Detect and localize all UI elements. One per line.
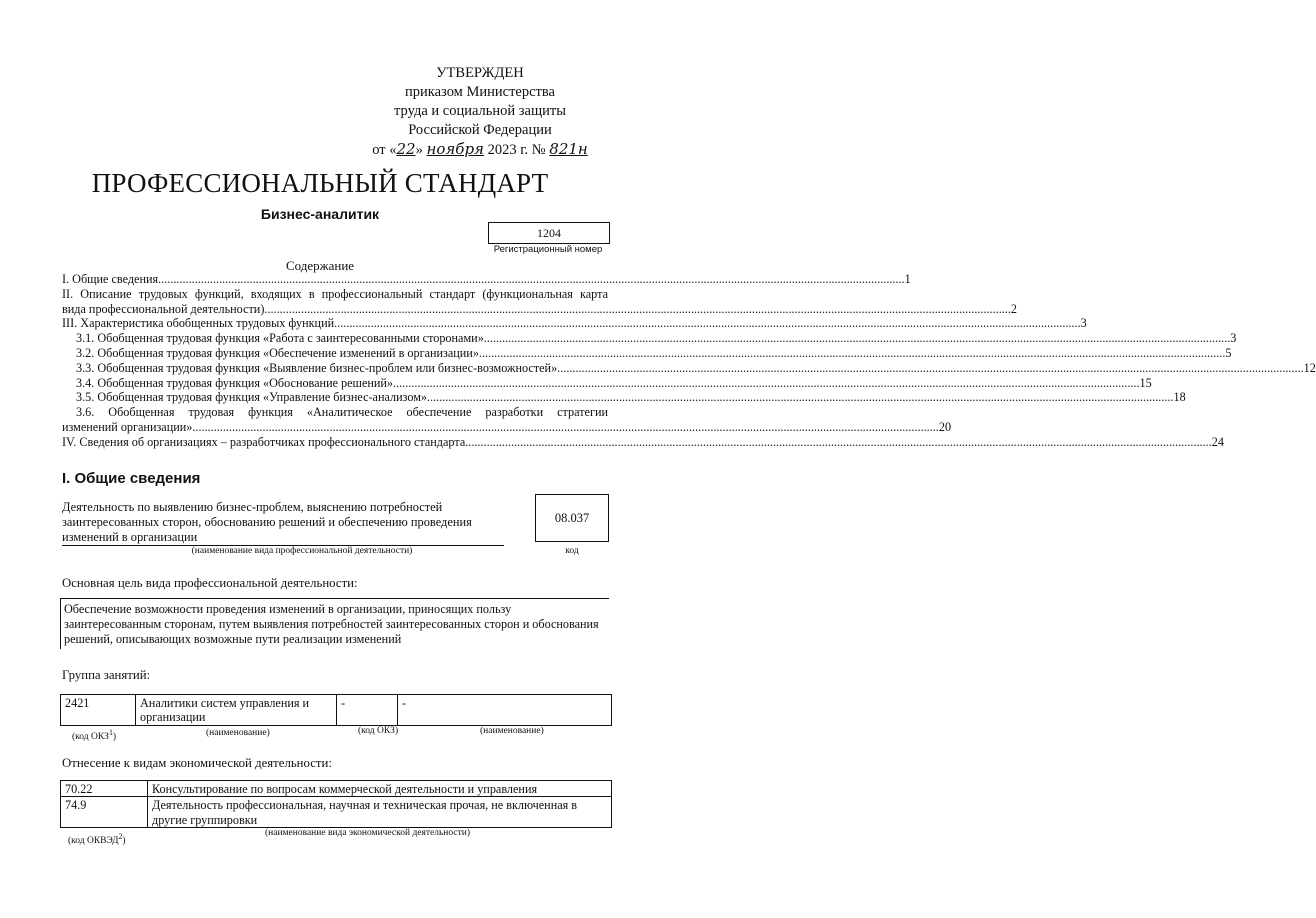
toc-item-page: 24 — [1211, 434, 1224, 449]
goal-text: Обеспечение возможности проведения изменений в организации, приносящих пользу заинтересованным сторонам, путем выявления потребностей заинтересованных сторон и обоснования решений, описывающих возможные пути реализации изменений — [64, 602, 599, 647]
toc-item[interactable] — [62, 434, 1224, 450]
okved-caption-2: (наименование вида экономической деятельности) — [265, 828, 470, 838]
approval-block — [360, 64, 600, 160]
group-label: Группа занятий: — [62, 668, 151, 682]
registration-number-caption: Регистрационный номер — [493, 244, 603, 255]
okved-caption-1: (код ОКВЭД$^2$) — [68, 832, 126, 847]
table-row — [61, 695, 612, 726]
toc-item[interactable] — [62, 345, 1232, 361]
activity-code-box: 08.037 — [535, 494, 609, 542]
toc-item-page: 1 — [904, 272, 911, 286]
okz-name2-cell: - — [398, 695, 612, 726]
toc-item-text: 3.5. Обобщенная трудовая функция «Управление бизнес-анализом» — [76, 390, 428, 405]
table-row — [61, 781, 612, 797]
toc-item-text: изменений организации» — [62, 419, 193, 434]
toc-item-wrap[interactable]: 3.6. Обобщенная трудовая функция «Аналитическое обеспечение разработки стратегии — [76, 405, 608, 420]
order-number: 821н — [549, 140, 588, 158]
toc-item-text: 3.4. Обобщенная трудовая функция «Обоснование решений» — [76, 375, 394, 390]
toc-item-page: 18 — [1173, 390, 1186, 405]
group-caption-4: (наименование) — [480, 726, 544, 736]
okved-table — [60, 780, 612, 828]
document-subtitle: Бизнес-аналитик — [260, 206, 380, 222]
toc-item-page: 15 — [1139, 375, 1152, 390]
toc-item[interactable] — [62, 360, 1316, 376]
date-prefix: от « — [372, 142, 397, 158]
date-mid: » — [415, 142, 427, 158]
toc-item-text: 3.1. Обобщенная трудовая функция «Работа с заинтересованными сторонами» — [76, 331, 484, 346]
approval-line-1: УТВЕРЖДЕН — [436, 65, 524, 81]
group-caption-1: (код ОКЗ$^1$) — [72, 728, 117, 743]
toc-item-page: 2 — [1010, 301, 1017, 316]
toc-item[interactable] — [62, 316, 1087, 331]
section-title: I. Общие сведения — [62, 470, 201, 487]
date-day: 22 — [396, 140, 416, 158]
toc-item-text: I. Общие сведения — [62, 272, 159, 286]
toc-item-text: вида профессиональной деятельности) — [62, 301, 265, 316]
toc-item[interactable] — [62, 301, 1017, 317]
toc-item-page: 5 — [1225, 345, 1232, 360]
date-month: ноября — [426, 140, 484, 158]
okz-code-cell: 2421 — [61, 695, 136, 726]
document-title: ПРОФЕССИОНАЛЬНЫЙ СТАНДАРТ — [91, 168, 549, 198]
okved-code-cell: 74.9 — [61, 797, 148, 828]
toc-item-text: III. Характеристика обобщенных трудовых функций — [62, 316, 335, 331]
toc-item-text: 3.2. Обобщенная трудовая функция «Обеспечение изменений в организации» — [76, 345, 479, 360]
approval-line-4: Российской Федерации — [408, 122, 552, 138]
toc-item-wrap[interactable]: II. Описание трудовых функций, входящих в профессиональный стандарт (функциональная карта — [62, 286, 608, 301]
activity-name: Деятельность по выявлению бизнес-проблем, выяснению потребностей заинтересованных сторон, обоснованию решений и обеспечению проведения изменений в организации — [62, 500, 472, 545]
okz-name-cell: Аналитики систем управления и организации — [136, 695, 337, 726]
table-row — [61, 797, 612, 828]
toc-item-text: IV. Сведения об организациях – разработчиках профессионального стандарта — [62, 434, 466, 449]
registration-number-box: 1204 — [488, 222, 610, 244]
group-caption-2: (наименование) — [206, 728, 270, 738]
goal-label: Основная цель вида профессиональной деятельности: — [62, 576, 358, 590]
okved-name-cell: Консультирование по вопросам коммерческой деятельности и управления — [148, 781, 612, 797]
toc-item-page: 12 — [1303, 360, 1316, 375]
toc-heading: Содержание — [285, 258, 355, 273]
toc-item-page: 3 — [1080, 316, 1087, 331]
approval-line-2: приказом Министерства — [405, 84, 555, 100]
group-table — [60, 694, 612, 726]
group-caption-3: (код ОКЗ) — [358, 726, 399, 736]
okved-name-cell: Деятельность профессиональная, научная и техническая прочая, не включенная в другие группировки — [148, 797, 612, 828]
toc-item[interactable] — [62, 375, 1152, 391]
table-of-contents — [62, 272, 1316, 450]
toc-item-page: 3 — [1230, 331, 1237, 346]
toc-item[interactable] — [62, 272, 911, 287]
approval-date-line — [360, 140, 600, 160]
okz-code2-cell: - — [337, 695, 398, 726]
toc-item-page: 20 — [938, 419, 952, 434]
okved-label: Отнесение к видам экономической деятельности: — [62, 756, 332, 770]
date-year: 2023 г. № — [484, 142, 550, 158]
approval-line-3: труда и социальной защиты — [394, 103, 566, 119]
toc-item[interactable] — [62, 390, 1186, 405]
toc-item-text: 3.3. Обобщенная трудовая функция «Выявление бизнес-проблем или бизнес-возможностей» — [76, 360, 558, 375]
okved-code-cell: 70.22 — [61, 781, 148, 797]
activity-code-caption: код — [565, 546, 579, 556]
toc-item[interactable] — [62, 331, 1237, 346]
activity-caption: (наименование вида профессиональной деятельности) — [191, 546, 413, 556]
toc-item[interactable] — [62, 419, 952, 435]
